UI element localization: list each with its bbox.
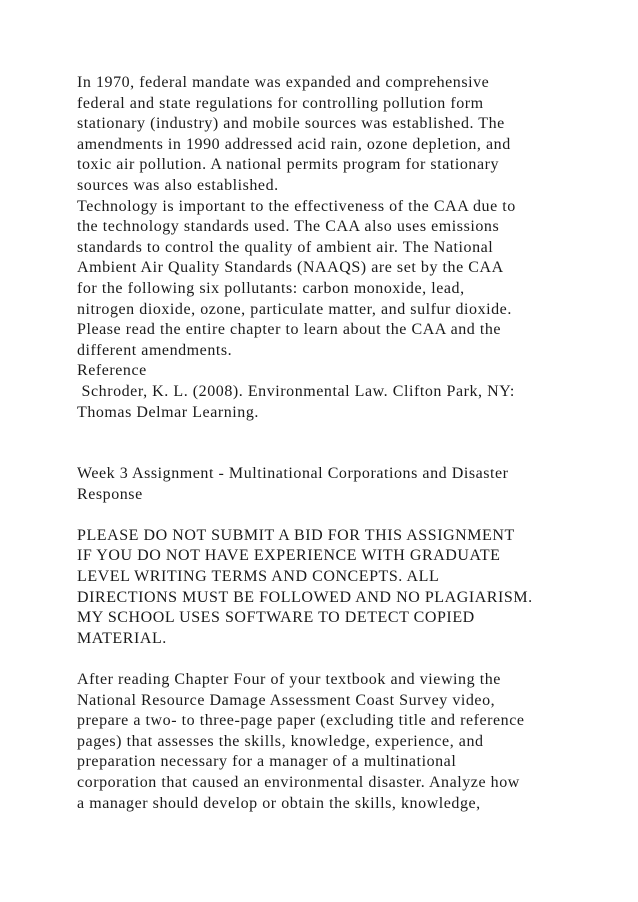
- notice-line: PLEASE DO NOT SUBMIT A BID FOR THIS ASSIGNMENT: [77, 526, 515, 544]
- spacer: [77, 649, 622, 670]
- text-line: standards to control the quality of ambient air. The National: [77, 238, 494, 256]
- text-line: prepare a two- to three-page paper (excluding title and reference: [77, 712, 525, 730]
- reference-citation: Thomas Delmar Learning.: [77, 403, 259, 421]
- spacer: [77, 505, 622, 526]
- text-line: nitrogen dioxide, ozone, particulate matter, and sulfur dioxide.: [77, 300, 512, 318]
- text-line: the technology standards used. The CAA also uses emissions: [77, 218, 500, 236]
- text-line: National Resource Damage Assessment Coast Survey video,: [77, 691, 496, 709]
- text-line: different amendments.: [77, 341, 233, 359]
- title-line: Response: [77, 485, 143, 503]
- text-line: Ambient Air Quality Standards (NAAQS) are set by the CAA: [77, 259, 504, 277]
- notice-line: MY SCHOOL USES SOFTWARE TO DETECT COPIED: [77, 609, 475, 627]
- assignment-title: [77, 464, 622, 505]
- text-line: federal and state regulations for controlling pollution form: [77, 94, 484, 112]
- notice-line: IF YOU DO NOT HAVE EXPERIENCE WITH GRADUATE: [77, 547, 501, 565]
- text-line: a manager should develop or obtain the skills, knowledge,: [77, 794, 481, 812]
- text-line: Technology is important to the effectiveness of the CAA due to: [77, 197, 516, 215]
- text-line: for the following six pollutants: carbon monoxide, lead,: [77, 279, 465, 297]
- assignment-instructions: [77, 670, 622, 814]
- reference-heading: Reference: [77, 362, 147, 380]
- text-line: sources was also established.: [77, 176, 279, 194]
- reference-citation: Schroder, K. L. (2008). Environmental Law. Clifton Park, NY:: [77, 382, 515, 400]
- title-line: Week 3 Assignment - Multinational Corporations and Disaster: [77, 465, 509, 483]
- text-line: toxic air pollution. A national permits program for stationary: [77, 156, 500, 174]
- text-line: preparation necessary for a manager of a multinational: [77, 753, 457, 771]
- text-line: stationary (industry) and mobile sources was established. The: [77, 115, 505, 133]
- text-line: After reading Chapter Four of your textbook and viewing the: [77, 671, 501, 689]
- notice-line: MATERIAL.: [77, 629, 167, 647]
- bid-notice: [77, 526, 622, 650]
- text-line: amendments in 1990 addressed acid rain, ozone depletion, and: [77, 135, 511, 153]
- text-line: In 1970, federal mandate was expanded and comprehensive: [77, 74, 490, 91]
- text-line: corporation that caused an environmental disaster. Analyze how: [77, 774, 520, 791]
- text-line: pages) that assesses the skills, knowledge, experience, and: [77, 732, 484, 750]
- spacer: [77, 423, 622, 464]
- notice-line: DIRECTIONS MUST BE FOLLOWED AND NO PLAGIARISM.: [77, 588, 533, 606]
- intro-paragraphs: [77, 73, 622, 423]
- text-line: Please read the entire chapter to learn about the CAA and the: [77, 321, 502, 339]
- document-page: [77, 73, 622, 814]
- notice-line: LEVEL WRITING TERMS AND CONCEPTS. ALL: [77, 568, 440, 586]
